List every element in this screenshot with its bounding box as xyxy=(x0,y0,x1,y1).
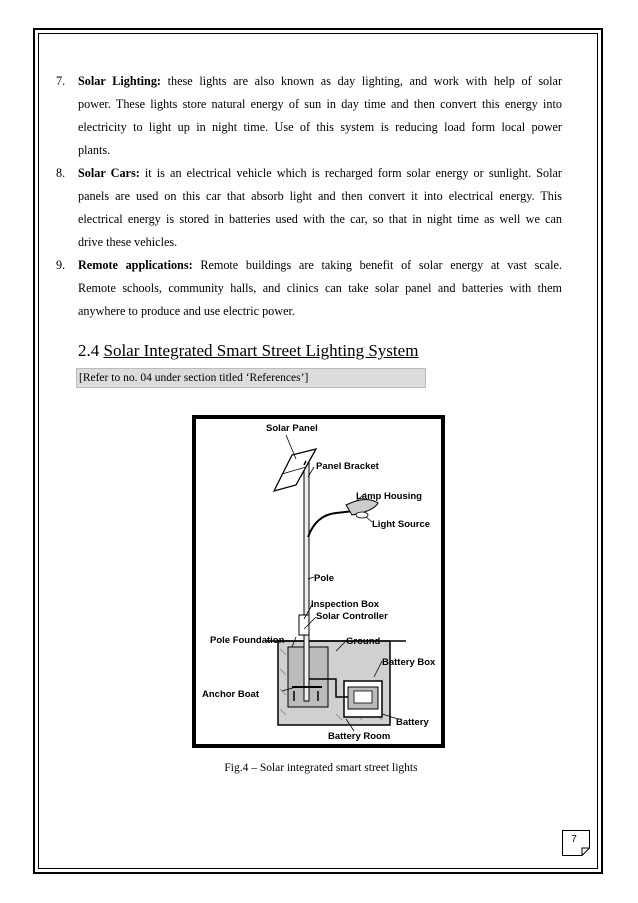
label-panel-bracket: Panel Bracket xyxy=(316,461,379,472)
list-text: these lights are also known as day lighting, and work with help of solar xyxy=(167,74,562,88)
label-lamp-housing: Lamp Housing xyxy=(356,491,422,502)
label-pole: Pole xyxy=(314,573,335,584)
list-item-solar-lighting xyxy=(56,70,562,162)
section-title: Solar Integrated Smart Street Lighting System xyxy=(103,341,419,360)
list-term: Solar Cars: xyxy=(78,166,140,180)
list-line xyxy=(78,254,562,277)
list-line: electrical energy is stored in batteries used with the car, so that in night time as well we can xyxy=(78,212,562,226)
label-ground: Ground xyxy=(346,636,381,647)
page-number: 7 xyxy=(571,834,577,845)
list-line: panels are used on this car that absorb light and then convert it into electrical energy. This xyxy=(78,189,562,203)
list-line xyxy=(78,162,562,185)
label-inspection-box: Inspection Box xyxy=(311,599,380,610)
label-solar-panel: Solar Panel xyxy=(266,423,318,434)
list-term: Solar Lighting: xyxy=(78,74,161,88)
reference-note: [Refer to no. 04 under section titled ‘References’] xyxy=(76,368,426,388)
list-line: Remote schools, community halls, and clinics can take solar panel and batteries with them xyxy=(78,281,562,295)
label-battery-box: Battery Box xyxy=(382,657,436,668)
list-line: drive these vehicles. xyxy=(78,235,178,249)
list-number: 7. xyxy=(56,74,66,88)
solar-panel-graphic xyxy=(274,449,316,491)
list-text: it is an electrical vehicle which is recharged form solar energy or sunlight. Solar xyxy=(144,166,562,180)
list-number: 8. xyxy=(56,166,66,180)
list-line: anywhere to produce and use electric power. xyxy=(78,304,295,318)
list-text: Remote buildings are taking benefit of solar energy at vast scale. xyxy=(200,258,562,272)
list-number: 9. xyxy=(56,258,66,272)
applications-list xyxy=(56,70,562,323)
list-term: Remote applications: xyxy=(78,258,193,272)
label-pole-foundation: Pole Foundation xyxy=(210,635,285,646)
list-line: power. These lights store natural energy of sun in day time and then convert this energy into xyxy=(78,97,562,111)
label-solar-controller: Solar Controller xyxy=(316,611,388,622)
section-number: 2.4 xyxy=(78,341,100,360)
figure-caption: Fig.4 – Solar integrated smart street lights xyxy=(224,762,418,774)
list-line xyxy=(78,70,562,93)
label-battery-room: Battery Room xyxy=(328,731,391,742)
street-light-diagram xyxy=(192,415,445,748)
list-item-remote-applications xyxy=(56,254,562,323)
list-line: electricity to light up in night time. Use of this system is reducing load form local power xyxy=(78,120,562,134)
page-number-box xyxy=(562,830,590,856)
section-heading xyxy=(78,341,418,361)
label-light-source: Light Source xyxy=(372,519,431,530)
label-anchor-boat: Anchor Boat xyxy=(202,689,259,700)
list-item-solar-cars xyxy=(56,162,562,254)
list-line: plants. xyxy=(78,143,111,157)
label-battery: Battery xyxy=(396,717,429,728)
